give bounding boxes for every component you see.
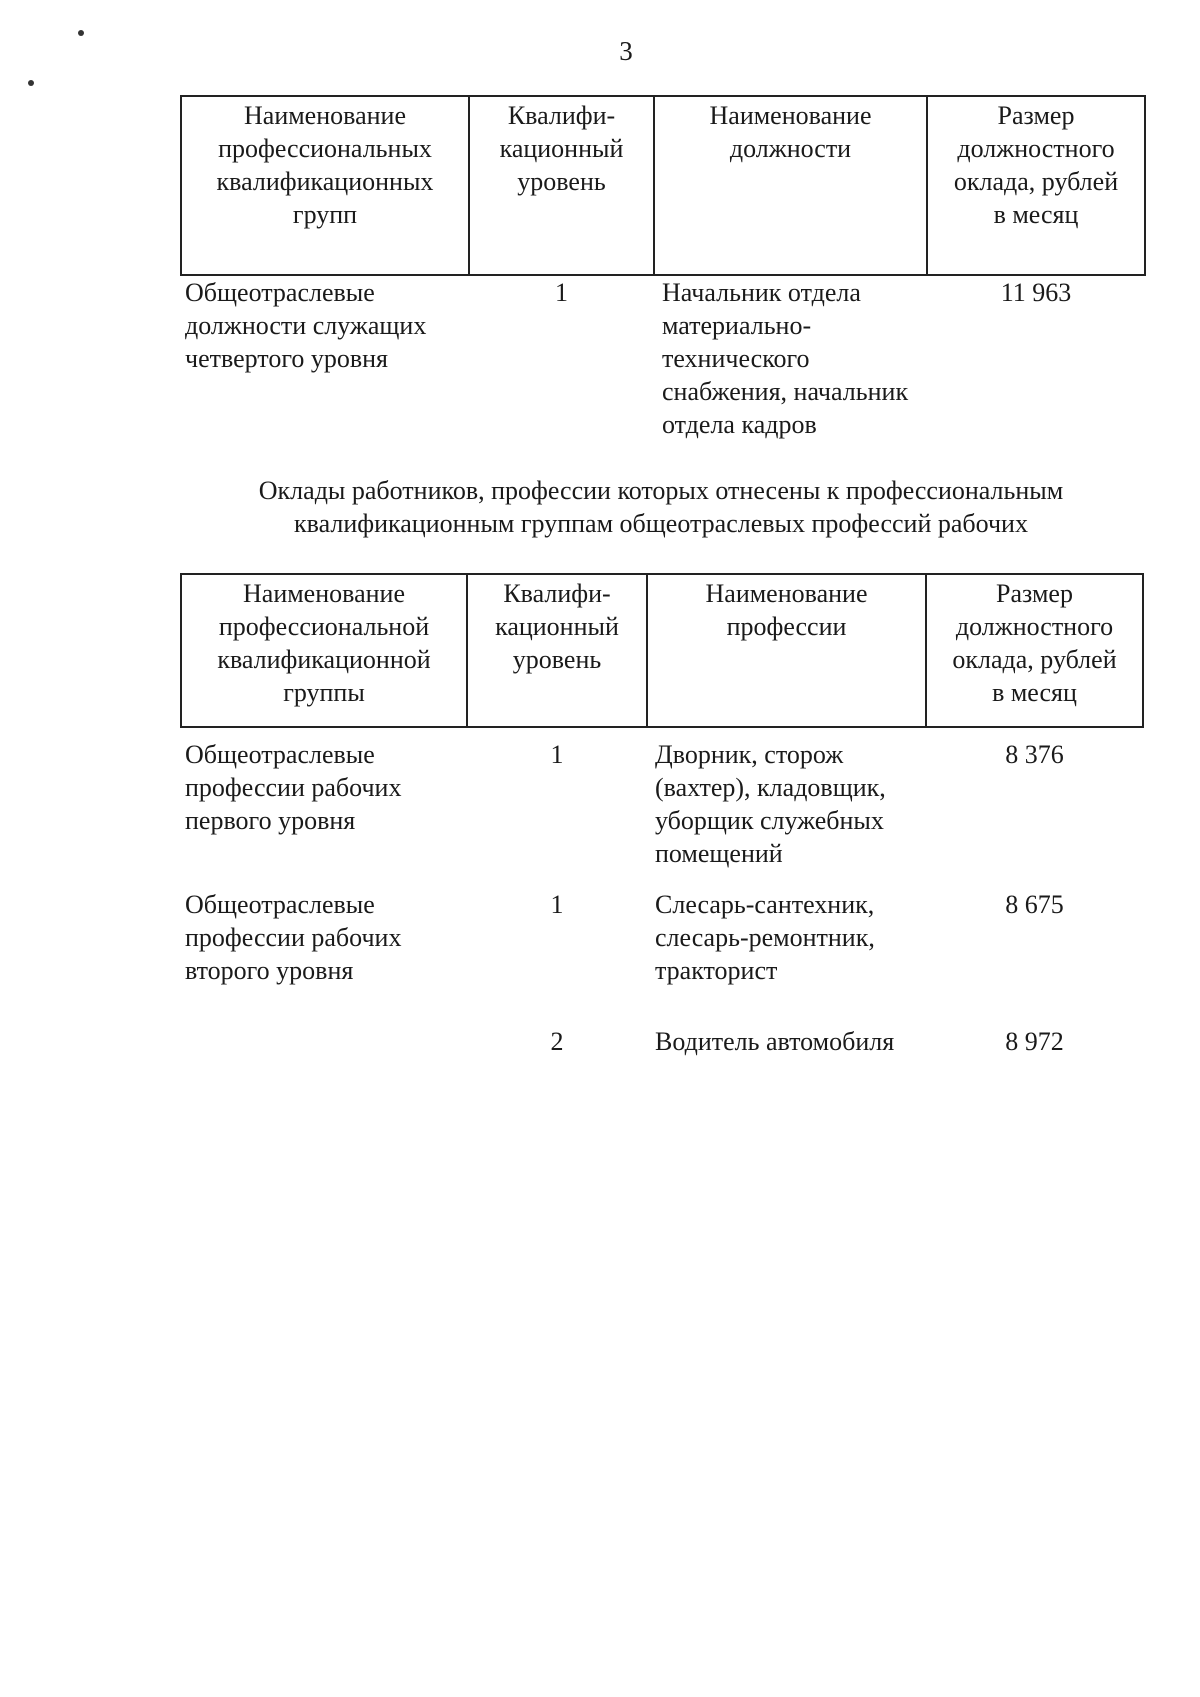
position-cell [647,987,926,1058]
salary-table-employees [180,95,1146,441]
header-group [181,574,467,727]
header-line: Квалифи- [507,101,616,130]
salary-cell: 8 675 [1005,890,1064,919]
group-line: четвертого уровня [185,344,388,373]
position-line: помещений [655,839,783,868]
position-line: технического [662,344,810,373]
group-line: профессии рабочих [185,923,402,952]
header-line: Наименование [709,101,872,130]
level-cell: 1 [550,890,564,919]
position-line: тракторист [655,956,778,985]
position-line: снабжения, начальник [662,377,909,406]
position-line: (вахтер), кладовщик, [655,773,886,802]
group-line: профессии рабочих [185,773,402,802]
heading-line: квалификационным группам общеотраслевых профессий рабочих [294,509,1028,538]
table-row [181,987,1143,1058]
table-row [181,275,1145,441]
position-line: материально- [662,311,812,340]
table-row [181,727,1143,870]
header-line: уровень [512,645,602,674]
header-line: оклада, рублей [953,167,1119,196]
group-line: Общеотраслевые [185,740,375,769]
header-line: оклада, рублей [952,645,1117,674]
level-cell: 1 [555,278,568,307]
position-line: Дворник, сторож [655,740,844,769]
level-cell: 1 [550,740,564,769]
group-line: Общеотраслевые [185,278,375,307]
group-line: второго уровня [185,956,354,985]
header-line: профессиональной [218,612,430,641]
salary-cell: 8 376 [1005,740,1064,769]
section-heading [180,474,1142,540]
header-line: должностного [955,612,1114,641]
table-header-row [181,574,1143,727]
header-line: должности [729,134,852,163]
header-line: должностного [957,134,1115,163]
header-line: профессии [726,612,847,641]
position-line: слесарь-ремонтник, [655,923,875,952]
header-line: профессиональных [218,134,432,163]
header-line: квалификационной [217,645,431,674]
header-line: в месяц [993,200,1079,229]
header-line: Размер [996,579,1073,608]
position-line: отдела кадров [662,410,817,439]
header-line: групп [292,200,358,229]
header-profession [647,574,926,727]
group-line: Общеотраслевые [185,890,375,919]
position-line: Начальник отдела [662,278,861,307]
heading-line: Оклады работников, профессии которых отнесены к профессиональным [258,476,1064,505]
header-level [469,96,654,275]
salary-table-workers [180,573,1144,1058]
position-cell [647,870,926,987]
header-group [181,96,469,275]
group-line: первого уровня [185,806,356,835]
header-line: кационный [495,612,619,641]
scan-speck [28,80,34,86]
header-line: Наименование [243,579,405,608]
header-salary [926,574,1143,727]
level-cell: 2 [550,1027,564,1056]
group-line: должности служащих [185,311,427,340]
position-line: Водитель автомобиля [655,1027,895,1056]
header-line: Размер [997,101,1075,130]
header-line: Квалифи- [503,579,611,608]
header-line: Наименование [705,579,868,608]
header-salary [927,96,1145,275]
header-line: в месяц [992,678,1077,707]
header-line: группы [283,678,365,707]
header-position [654,96,927,275]
header-line: квалификационных [216,167,434,196]
header-line: кационный [499,134,624,163]
group-cell [181,727,467,870]
header-line: уровень [517,167,606,196]
position-line: Слесарь-сантехник, [655,890,875,919]
scan-speck [78,30,84,36]
salary-cell: 11 963 [1000,278,1072,307]
page-number: 3 [619,36,633,66]
group-cell [181,275,469,441]
position-line: уборщик служебных [655,806,884,835]
group-cell [181,987,467,1058]
salary-cell: 8 972 [1005,1027,1064,1056]
table-header-row [181,96,1145,275]
group-cell [181,870,467,987]
header-level [467,574,647,727]
table-row [181,870,1143,987]
position-cell [654,275,927,441]
header-line: Наименование [244,101,406,130]
position-cell [647,727,926,870]
